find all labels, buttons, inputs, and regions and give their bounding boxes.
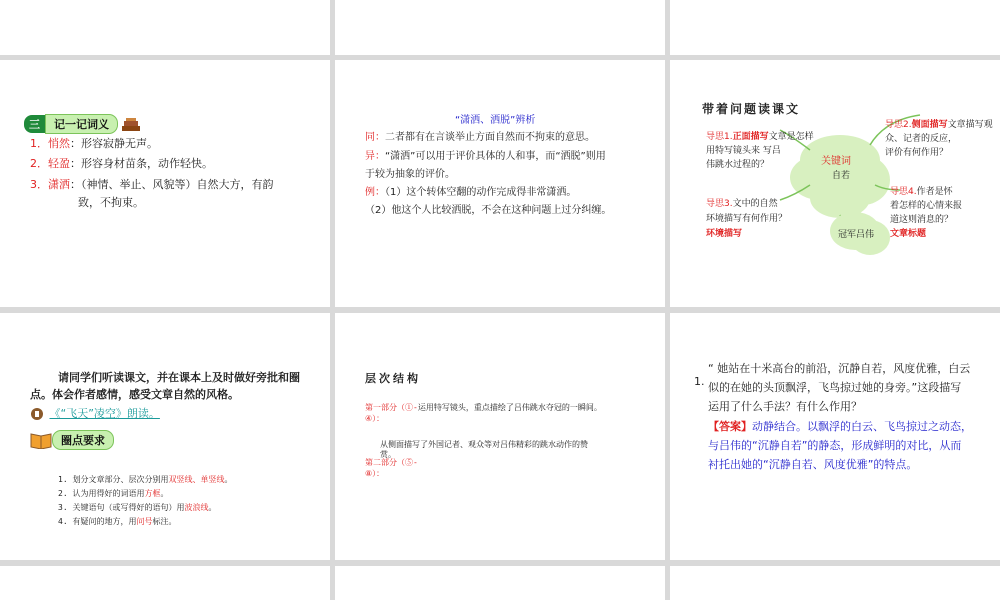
speaker-icon <box>30 407 46 421</box>
slide-structure[interactable] <box>335 313 665 560</box>
requirements-header <box>30 430 114 450</box>
slide-top-left[interactable] <box>0 0 330 55</box>
vocab-item-3: 3．潇洒：（神情、举止、风貌等）自然大方，有韵 <box>30 178 274 191</box>
guide-4: 导思4.作者是怀 着怎样的心情来报 道这则消息的？ 文章标题 <box>890 187 963 239</box>
slide-bottom-right[interactable] <box>670 566 1000 600</box>
part-2-text: 从侧面描写了外国记者、观众等对吕伟精彩的跳水动作的赞 赏。 <box>380 440 588 459</box>
section-badge <box>24 114 140 134</box>
guide-3: 导思3.文中的自然 环境描写有何作用？ 环境描写 <box>706 199 788 239</box>
answer-line-2: 与吕伟的“沉静自若”的静态，形成鲜明的对比，从而 <box>708 439 962 452</box>
example-line-2: （2）他这个人比较洒脱，不会在这种问题上过分纠缠。 <box>365 205 612 216</box>
vocab-item-3-cont: 致，不拘束。 <box>78 196 144 209</box>
books-icon <box>122 117 140 131</box>
audio-link-row <box>30 405 160 421</box>
connector-lines <box>670 60 1000 307</box>
requirement-4: 4. 有疑问的地方，用问号标注。 <box>58 517 177 526</box>
slide-mind-map[interactable] <box>670 60 1000 307</box>
comparison-title: “潇洒、洒脱”辨析 <box>455 115 536 126</box>
badge-number: 三 <box>24 115 45 133</box>
book-icon <box>30 431 52 449</box>
slide-reading-requirements[interactable] <box>0 313 330 560</box>
slide-bottom-left[interactable] <box>0 566 330 600</box>
slide-vocabulary[interactable] <box>0 60 330 307</box>
slide-question-answer[interactable] <box>670 313 1000 560</box>
structure-title: 层次结构 <box>365 372 421 385</box>
requirement-2: 2. 认为用得好的词语用方框。 <box>58 489 169 498</box>
requirement-1: 1. 划分文章部分、层次分别用双竖线、单竖线。 <box>58 475 233 484</box>
slide-top-middle[interactable] <box>335 0 665 55</box>
part-1: 第一部分（①-运用特写镜头，重点描绘了吕伟跳水夺冠的一瞬间。 ④）： <box>365 403 602 423</box>
example-line-1: 例：（1）这个转体空翻的动作完成得非常潇洒。 <box>365 187 577 198</box>
badge-label: 记一记词义 <box>45 114 118 134</box>
vocab-item-1: 1．悄然：形容寂静无声。 <box>30 137 158 150</box>
mindmap-title: 带着问题读课文 <box>702 102 801 116</box>
question-line-3: 运用了什么手法？有什么作用？ <box>708 400 862 413</box>
answer-line-1: 【答案】动静结合。以飘浮的白云、飞鸟掠过之动态， <box>708 420 972 433</box>
guide-1: 导思1.正面描写文章是怎样 用特写镜头来 写吕 伟跳水过程的？ <box>706 132 814 170</box>
requirement-3: 3. 关键语句（或写得好的语句）用波浪线。 <box>58 503 217 512</box>
question-number: 1. <box>694 375 705 388</box>
question-line-1: “ 她站在十米高台的前沿，沉静自若，风度优雅，白云 <box>708 362 971 375</box>
guide-2: 导思2.侧面描写文章描写观 众、记者的反应， 评价有何作用？ <box>885 120 993 158</box>
center-keyword-label: 关键词 <box>821 156 851 167</box>
requirements-pill: 圈点要求 <box>52 430 114 450</box>
slide-bottom-middle[interactable] <box>335 566 665 600</box>
similarity-line: 同：二者都有在言谈举止方面自然而不拘束的意思。 <box>365 132 595 143</box>
answer-line-3: 衬托出她的“沉静自若、风度优雅”的特点。 <box>708 458 918 471</box>
vocab-item-2: 2．轻盈：形容身材苗条，动作轻快。 <box>30 157 213 170</box>
center-keyword: 自若 <box>832 171 851 181</box>
intro-line-2: 点。体会作者感情，感受文章自然的风格。 <box>30 388 239 401</box>
audio-reading-link[interactable]: 《“飞天”凌空》朗读。 <box>49 407 160 420</box>
difference-line-2: 于较为抽象的评价。 <box>365 169 455 180</box>
slide-top-right[interactable] <box>670 0 1000 55</box>
bottom-keyword: 冠军吕伟 <box>838 230 875 240</box>
part-2-label: 第二部分（⑤- ⑧）： <box>365 458 418 478</box>
slide-word-comparison[interactable] <box>335 60 665 307</box>
question-line-2: 似的在她的头顶飘浮，飞鸟掠过她的身旁。”这段描写 <box>708 381 962 394</box>
difference-line-1: 异：“潇洒”可以用于评价具体的人和事，而“洒脱”则用 <box>365 151 606 162</box>
intro-line-1: 请同学们听读课文，并在课本上及时做好旁批和圈 <box>58 371 300 384</box>
